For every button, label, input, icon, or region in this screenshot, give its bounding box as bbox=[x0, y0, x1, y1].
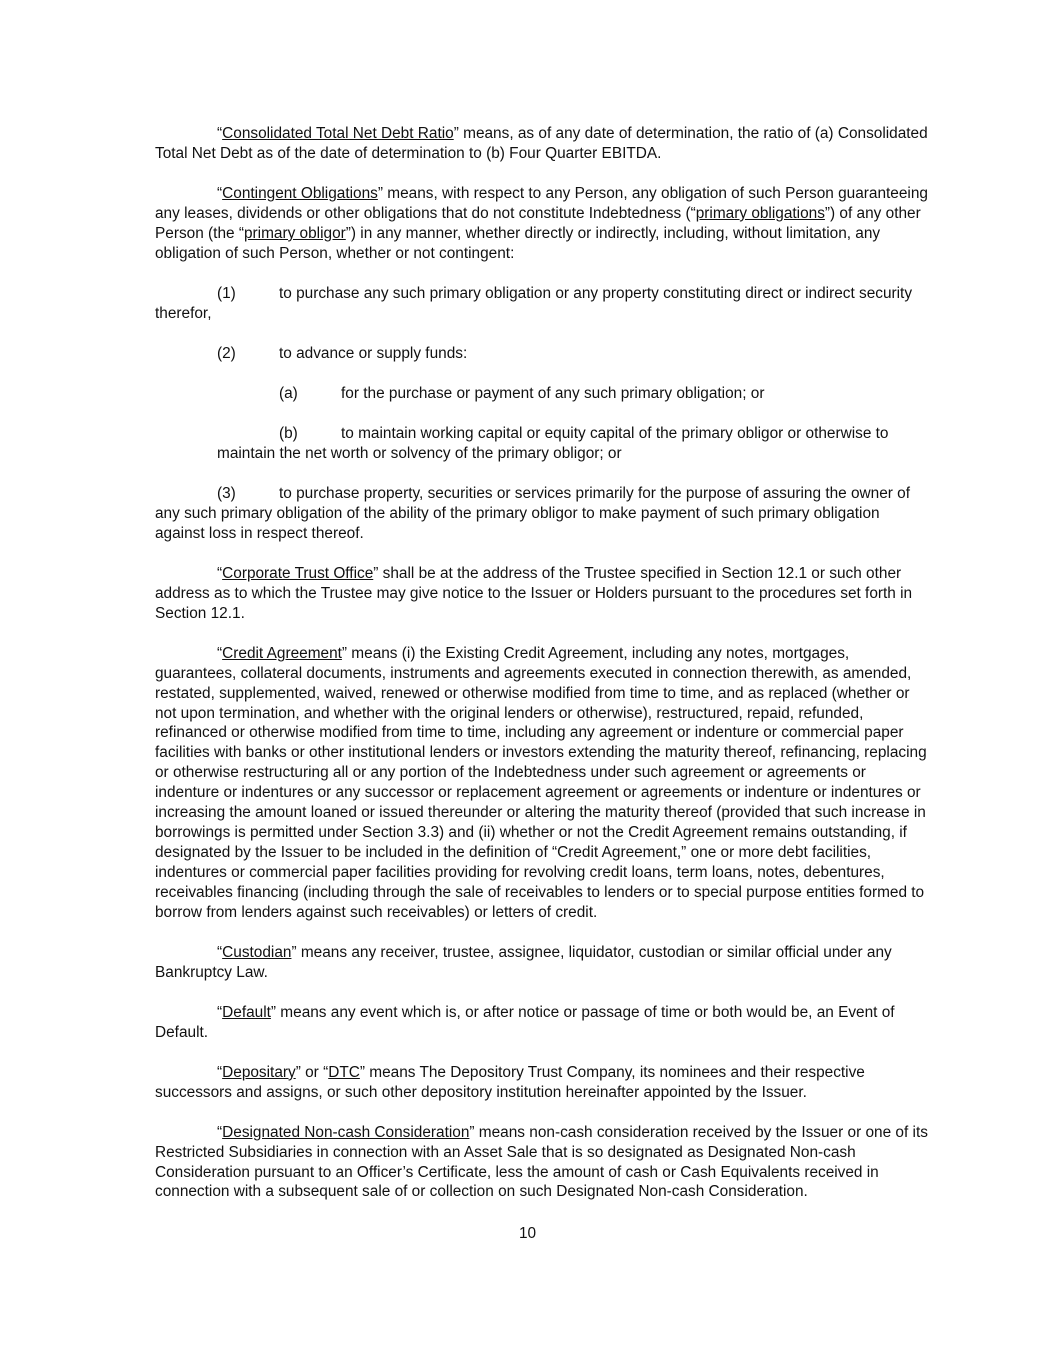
definition-text: ” means The Depository Trust Company, its nominees and their respective successors and assigns, or such other depository institution hereinafter appointed by the Issuer. bbox=[155, 1063, 865, 1101]
list-number: (3) bbox=[217, 485, 236, 502]
defined-term: Default bbox=[222, 1003, 271, 1021]
list-item-2b bbox=[217, 424, 933, 464]
definition-text: ” means any receiver, trustee, assignee, liquidator, custodian or similar official under any Bankruptcy Law. bbox=[155, 943, 892, 981]
definition-text: ” or “ bbox=[295, 1063, 329, 1081]
page-number: 10 bbox=[518, 1225, 537, 1242]
list-text: to advance or supply funds: bbox=[279, 344, 468, 362]
definition-default bbox=[155, 1003, 933, 1043]
definition-credit-agreement bbox=[155, 644, 933, 923]
list-item-1 bbox=[155, 284, 933, 324]
list-text: to purchase property, securities or services primarily for the purpose of assuring the owner of any such primary obligation of the ability of the primary obligor to make payment of such primary obligation against loss in respect thereof. bbox=[155, 485, 911, 542]
open-quote: “ bbox=[217, 644, 223, 662]
open-quote: “ bbox=[217, 943, 223, 961]
list-text: for the purchase or payment of any such primary obligation; or bbox=[341, 384, 765, 402]
defined-term-primary-obligor: primary obligor bbox=[243, 224, 346, 242]
defined-term-dtc: DTC bbox=[328, 1063, 360, 1081]
definition-corporate-trust-office bbox=[155, 564, 933, 624]
list-text: to maintain working capital or equity capital of the primary obligor or otherwise to maintain the net worth or solvency of the primary obligor; or bbox=[217, 425, 889, 462]
definition-text: ”) of any other Person (the “ bbox=[155, 204, 921, 242]
open-quote: “ bbox=[217, 1123, 223, 1141]
definition-text: ” means (i) the Existing Credit Agreement, including any notes, mortgages, guarantees, collateral documents, instruments and agreements executed in connection therewith, as amended, restated, supplemented, waived, renewed or otherwise modified from time to time, and as replaced (whether or not upon termination, and whether with the original lenders or otherwise), restructured, repaid, refunded, refinanced or otherwise modified from time to time, including any agreement or indenture or commercial paper facilities with banks or other institutional lenders or investors extending the maturity thereof, refinancing, replacing or otherwise restructuring all or any portion of the Indebtedness under such agreement or agreements or indenture or indentures or any successor or replacement agreement or agreements or indenture or indentures or increasing the amount loaned or issued thereunder or altering the maturity thereof (provided that such increase in borrowings is permitted under Section 3.3) and (ii) whether or not the Credit Agreement remains outstanding, if designated by the Issuer to be included in the definition of “Credit Agreement,” one or more debt facilities, indentures or commercial paper facilities providing for revolving credit loans, term loans, notes, debentures, receivables financing (including through the sale of receivables to lenders or to special purpose entities formed to borrow from lenders against such receivables) or letters of credit. bbox=[155, 644, 927, 921]
defined-term: Credit Agreement bbox=[222, 644, 342, 662]
definition-custodian bbox=[155, 943, 933, 983]
defined-term: Contingent Obligations bbox=[222, 185, 378, 202]
definition-consolidated-total-net-debt-ratio bbox=[155, 124, 933, 164]
list-number: (a) bbox=[279, 384, 298, 402]
definition-designated-non-cash-consideration bbox=[155, 1123, 933, 1203]
open-quote: “ bbox=[217, 1063, 223, 1081]
list-number: (1) bbox=[217, 284, 236, 302]
document-page bbox=[155, 124, 933, 1223]
list-item-2a bbox=[217, 384, 933, 404]
definition-text: ” means non-cash consideration received by the Issuer or one of its Restricted Subsidiaries in connection with an Asset Sale that is so designated as Designated Non-cash Consideration pursuant to an Officer’s Certificate, less the amount of cash or Cash Equivalents received in connection with a subsequent sale of or collection on such Designated Non-cash Consideration. bbox=[155, 1123, 928, 1201]
defined-term: Corporate Trust Office bbox=[222, 564, 374, 582]
open-quote: “ bbox=[217, 185, 223, 202]
list-text: to purchase any such primary obligation or any property constituting direct or indirect security therefor, bbox=[155, 284, 913, 322]
list-item-3 bbox=[155, 484, 933, 544]
definition-text: ” means any event which is, or after notice or passage of time or both would be, an Event of Default. bbox=[155, 1003, 895, 1041]
open-quote: “ bbox=[217, 125, 223, 142]
definition-depositary bbox=[155, 1063, 933, 1103]
definition-text: ” means, with respect to any Person, any obligation of such Person guaranteeing any leases, dividends or other obligations that do not constitute Indebtedness (“ bbox=[155, 185, 928, 222]
definition-contingent-obligations bbox=[155, 184, 933, 264]
defined-term: Designated Non-cash Consideration bbox=[222, 1123, 470, 1141]
open-quote: “ bbox=[217, 564, 223, 582]
open-quote: “ bbox=[217, 1003, 223, 1021]
list-item-2 bbox=[155, 344, 933, 364]
definition-text: ”) in any manner, whether directly or indirectly, including, without limitation, any obligation of such Person, whether or not contingent: bbox=[155, 224, 881, 262]
list-number: (2) bbox=[217, 344, 236, 362]
list-number: (b) bbox=[279, 425, 298, 442]
defined-term: Depositary bbox=[222, 1063, 296, 1081]
defined-term: Consolidated Total Net Debt Ratio bbox=[222, 125, 454, 142]
definition-text: ” shall be at the address of the Trustee specified in Section 12.1 or such other address as to which the Trustee may give notice to the Issuer or Holders pursuant to the procedures set forth in Section 12.1. bbox=[155, 564, 913, 622]
defined-term: Custodian bbox=[222, 943, 292, 961]
definition-text: ” means, as of any date of determination, the ratio of (a) Consolidated Total Net Debt as of the date of determination to (b) Four Quarter EBITDA. bbox=[155, 125, 928, 162]
defined-term-primary-obligations: primary obligations bbox=[695, 204, 825, 222]
